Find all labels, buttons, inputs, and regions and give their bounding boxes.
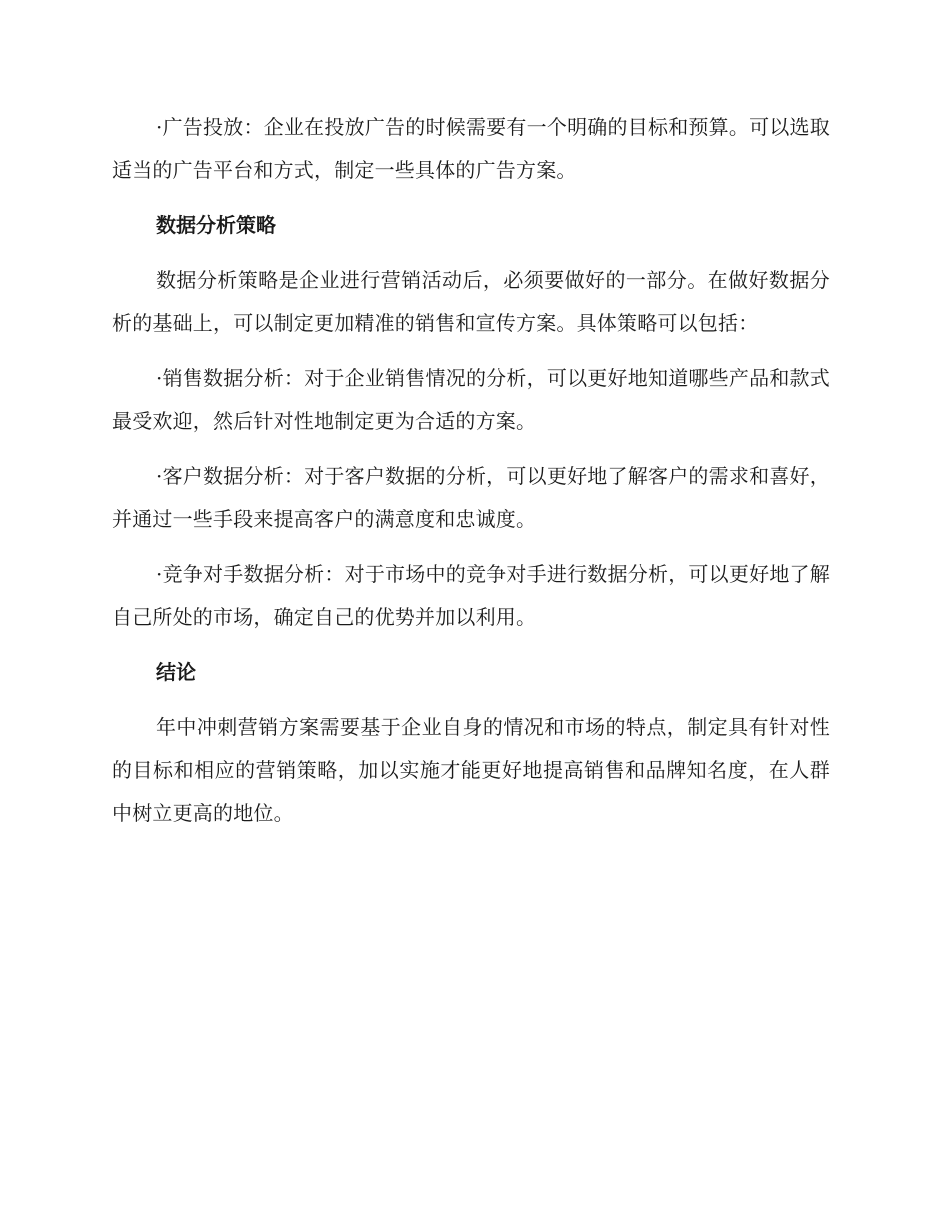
bullet-customer-paragraph: ·客户数据分析：对于客户数据的分析，可以更好地了解客户的需求和喜好，并通过一些手段来提高客户的满意度和忠诚度。 bbox=[112, 464, 830, 531]
document-page bbox=[112, 106, 830, 835]
bullet-ads-paragraph: ·广告投放：企业在投放广告的时候需要有一个明确的目标和预算。可以选取适当的广告平台和方式，制定一些具体的广告方案。 bbox=[112, 115, 830, 182]
bullet-sales-paragraph: ·销售数据分析：对于企业销售情况的分析，可以更好地知道哪些产品和款式最受欢迎，然后针对性地制定更为合适的方案。 bbox=[112, 366, 830, 433]
conclusion-paragraph: 年中冲刺营销方案需要基于企业自身的情况和市场的特点，制定具有针对性的目标和相应的营销策略，加以实施才能更好地提高销售和品牌知名度，在人群中树立更高的地位。 bbox=[112, 715, 830, 825]
heading-data-strategy: 数据分析策略 bbox=[156, 213, 276, 237]
data-strategy-paragraph: 数据分析策略是企业进行营销活动后，必须要做好的一部分。在做好数据分析的基础上，可以制定更加精准的销售和宣传方案。具体策略可以包括： bbox=[112, 268, 830, 335]
heading-conclusion: 结论 bbox=[156, 660, 196, 684]
bullet-competitor-paragraph: ·竞争对手数据分析：对于市场中的竞争对手进行数据分析，可以更好地了解自己所处的市场，确定自己的优势并加以利用。 bbox=[112, 562, 830, 629]
